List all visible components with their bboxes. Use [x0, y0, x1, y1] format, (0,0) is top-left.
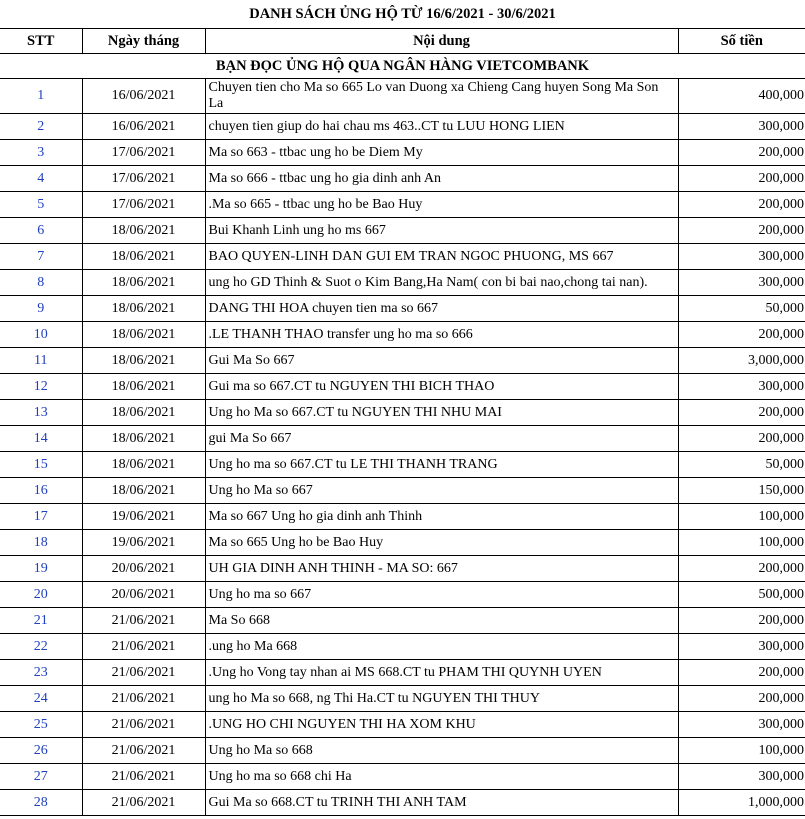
- row-stt: 22: [0, 634, 82, 660]
- header-amount: Số tiền: [678, 29, 805, 54]
- row-amount: 100,000: [678, 504, 805, 530]
- row-amount: 300,000: [678, 634, 805, 660]
- row-amount: 3,000,000: [678, 348, 805, 374]
- row-stt: 12: [0, 374, 82, 400]
- row-content: Ung ho Ma so 667: [205, 478, 678, 504]
- row-content: .Ma so 665 - ttbac ung ho be Bao Huy: [205, 192, 678, 218]
- row-stt: 16: [0, 478, 82, 504]
- row-stt: 9: [0, 296, 82, 322]
- row-date: 21/06/2021: [82, 712, 205, 738]
- table-row: [0, 79, 805, 114]
- row-amount: 200,000: [678, 140, 805, 166]
- row-content: Ma So 668: [205, 608, 678, 634]
- row-amount: 200,000: [678, 608, 805, 634]
- row-stt: 8: [0, 270, 82, 296]
- row-date: 18/06/2021: [82, 270, 205, 296]
- row-date: 20/06/2021: [82, 556, 205, 582]
- row-stt: 23: [0, 660, 82, 686]
- row-content: Gui ma so 667.CT tu NGUYEN THI BICH THAO: [205, 374, 678, 400]
- row-date: 19/06/2021: [82, 530, 205, 556]
- row-content: .Ung ho Vong tay nhan ai MS 668.CT tu PHAM THI QUYNH UYEN: [205, 660, 678, 686]
- table-row: [0, 322, 805, 348]
- row-stt: 10: [0, 322, 82, 348]
- row-stt: 27: [0, 764, 82, 790]
- row-amount: 200,000: [678, 660, 805, 686]
- row-date: 21/06/2021: [82, 660, 205, 686]
- row-stt: 4: [0, 166, 82, 192]
- sheet-title: DANH SÁCH ỦNG HỘ TỪ 16/6/2021 - 30/6/2021: [0, 0, 805, 29]
- row-amount: 500,000: [678, 582, 805, 608]
- table-row: [0, 504, 805, 530]
- table-row: [0, 140, 805, 166]
- row-stt: 11: [0, 348, 82, 374]
- header-row: [0, 29, 805, 54]
- row-date: 21/06/2021: [82, 686, 205, 712]
- row-amount: 200,000: [678, 686, 805, 712]
- row-amount: 200,000: [678, 426, 805, 452]
- row-amount: 50,000: [678, 296, 805, 322]
- row-stt: 28: [0, 790, 82, 816]
- row-content: Ung ho ma so 667.CT tu LE THI THANH TRANG: [205, 452, 678, 478]
- row-content: .UNG HO CHI NGUYEN THI HA XOM KHU: [205, 712, 678, 738]
- table-row: [0, 374, 805, 400]
- table-row: [0, 790, 805, 816]
- table-row: [0, 660, 805, 686]
- row-amount: 300,000: [678, 244, 805, 270]
- table-row: [0, 634, 805, 660]
- section-row: [0, 54, 805, 79]
- row-date: 21/06/2021: [82, 634, 205, 660]
- header-date: Ngày tháng: [82, 29, 205, 54]
- row-stt: 26: [0, 738, 82, 764]
- row-amount: 50,000: [678, 452, 805, 478]
- row-content: Ung ho ma so 667: [205, 582, 678, 608]
- row-amount: 300,000: [678, 374, 805, 400]
- row-date: 18/06/2021: [82, 244, 205, 270]
- row-date: 18/06/2021: [82, 296, 205, 322]
- table-row: [0, 296, 805, 322]
- row-date: 18/06/2021: [82, 218, 205, 244]
- row-stt: 1: [0, 79, 82, 114]
- row-amount: 400,000: [678, 79, 805, 114]
- table-row: [0, 452, 805, 478]
- table-row: [0, 738, 805, 764]
- row-content: chuyen tien giup do hai chau ms 463..CT tu LUU HONG LIEN: [205, 114, 678, 140]
- row-stt: 13: [0, 400, 82, 426]
- row-date: 19/06/2021: [82, 504, 205, 530]
- table-row: [0, 712, 805, 738]
- row-amount: 200,000: [678, 400, 805, 426]
- row-amount: 1,000,000: [678, 790, 805, 816]
- row-date: 20/06/2021: [82, 582, 205, 608]
- table-row: [0, 582, 805, 608]
- table-row: [0, 114, 805, 140]
- row-amount: 300,000: [678, 712, 805, 738]
- row-amount: 150,000: [678, 478, 805, 504]
- row-date: 17/06/2021: [82, 192, 205, 218]
- table-row: [0, 556, 805, 582]
- table-row: [0, 218, 805, 244]
- table-row: [0, 400, 805, 426]
- row-content: BAO QUYEN-LINH DAN GUI EM TRAN NGOC PHUONG, MS 667: [205, 244, 678, 270]
- row-content: Gui Ma So 667: [205, 348, 678, 374]
- row-content: Ma so 667 Ung ho gia dinh anh Thinh: [205, 504, 678, 530]
- row-amount: 300,000: [678, 270, 805, 296]
- row-content: Bui Khanh Linh ung ho ms 667: [205, 218, 678, 244]
- row-content: Ung ho ma so 668 chi Ha: [205, 764, 678, 790]
- table-row: [0, 192, 805, 218]
- row-amount: 200,000: [678, 166, 805, 192]
- row-content: .ung ho Ma 668: [205, 634, 678, 660]
- row-date: 21/06/2021: [82, 764, 205, 790]
- row-content: Gui Ma so 668.CT tu TRINH THI ANH TAM: [205, 790, 678, 816]
- row-date: 17/06/2021: [82, 140, 205, 166]
- row-date: 18/06/2021: [82, 322, 205, 348]
- row-content: gui Ma So 667: [205, 426, 678, 452]
- row-date: 21/06/2021: [82, 738, 205, 764]
- row-content: Ung ho Ma so 667.CT tu NGUYEN THI NHU MAI: [205, 400, 678, 426]
- table-row: [0, 166, 805, 192]
- row-date: 18/06/2021: [82, 374, 205, 400]
- row-amount: 200,000: [678, 556, 805, 582]
- row-date: 21/06/2021: [82, 608, 205, 634]
- row-amount: 200,000: [678, 218, 805, 244]
- table-row: [0, 530, 805, 556]
- row-amount: 300,000: [678, 764, 805, 790]
- row-amount: 100,000: [678, 738, 805, 764]
- row-date: 17/06/2021: [82, 166, 205, 192]
- table-row: [0, 270, 805, 296]
- table-body: [0, 54, 805, 816]
- donation-table: [0, 29, 805, 816]
- row-content: Ung ho Ma so 668: [205, 738, 678, 764]
- row-stt: 19: [0, 556, 82, 582]
- row-amount: 300,000: [678, 114, 805, 140]
- row-stt: 3: [0, 140, 82, 166]
- row-stt: 24: [0, 686, 82, 712]
- row-date: 18/06/2021: [82, 452, 205, 478]
- row-stt: 6: [0, 218, 82, 244]
- row-stt: 2: [0, 114, 82, 140]
- row-stt: 5: [0, 192, 82, 218]
- row-content: UH GIA DINH ANH THINH - MA SO: 667: [205, 556, 678, 582]
- row-content: DANG THI HOA chuyen tien ma so 667: [205, 296, 678, 322]
- row-content: Ma so 663 - ttbac ung ho be Diem My: [205, 140, 678, 166]
- row-amount: 200,000: [678, 322, 805, 348]
- row-content: .LE THANH THAO transfer ung ho ma so 666: [205, 322, 678, 348]
- row-stt: 17: [0, 504, 82, 530]
- row-stt: 7: [0, 244, 82, 270]
- row-date: 21/06/2021: [82, 790, 205, 816]
- table-row: [0, 478, 805, 504]
- row-date: 18/06/2021: [82, 478, 205, 504]
- table-row: [0, 426, 805, 452]
- table-row: [0, 244, 805, 270]
- row-content: Chuyen tien cho Ma so 665 Lo van Duong xa Chieng Cang huyen Song Ma Son La: [205, 79, 678, 114]
- row-content: ung ho Ma so 668, ng Thi Ha.CT tu NGUYEN THI THUY: [205, 686, 678, 712]
- table-row: [0, 348, 805, 374]
- row-date: 16/06/2021: [82, 114, 205, 140]
- row-stt: 15: [0, 452, 82, 478]
- row-date: 18/06/2021: [82, 400, 205, 426]
- section-label: BẠN ĐỌC ỦNG HỘ QUA NGÂN HÀNG VIETCOMBANK: [0, 54, 805, 79]
- row-date: 16/06/2021: [82, 79, 205, 114]
- table-row: [0, 608, 805, 634]
- row-date: 18/06/2021: [82, 348, 205, 374]
- table-row: [0, 764, 805, 790]
- row-stt: 20: [0, 582, 82, 608]
- row-content: Ma so 666 - ttbac ung ho gia dinh anh An: [205, 166, 678, 192]
- row-stt: 21: [0, 608, 82, 634]
- row-date: 18/06/2021: [82, 426, 205, 452]
- row-content: ung ho GD Thinh & Suot o Kim Bang,Ha Nam( con bi bai nao,chong tai nan).: [205, 270, 678, 296]
- row-amount: 200,000: [678, 192, 805, 218]
- table-row: [0, 686, 805, 712]
- header-content: Nội dung: [205, 29, 678, 54]
- row-stt: 18: [0, 530, 82, 556]
- row-content: Ma so 665 Ung ho be Bao Huy: [205, 530, 678, 556]
- row-stt: 25: [0, 712, 82, 738]
- row-stt: 14: [0, 426, 82, 452]
- header-stt: STT: [0, 29, 82, 54]
- row-amount: 100,000: [678, 530, 805, 556]
